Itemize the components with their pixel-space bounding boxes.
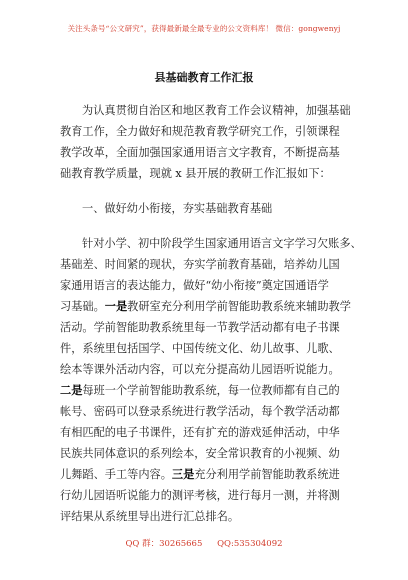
paragraph-line xyxy=(60,380,352,401)
paragraph-line: 基础差、时间紧的现状，夯实学前教育基础，培养幼儿国 xyxy=(60,258,340,271)
paragraph-line: 活动。学前智能助教系统里每一节教学活动都有电子书课 xyxy=(60,321,340,334)
footer-contact xyxy=(0,537,408,549)
document-body xyxy=(60,100,362,527)
paragraph-line: 有相匹配的电子书课件，还有扩充的游戏延伸活动，中华 xyxy=(60,426,340,439)
item2-marker: 二是 xyxy=(60,383,83,397)
paragraph-line: 评结果从系统里导出进行汇总排名。 xyxy=(60,510,240,523)
intro-line: 教育工作，全力做好和规范教育教学研究工作，引领课程 xyxy=(60,125,340,138)
paragraph-text: 习基础。 xyxy=(60,300,105,313)
paragraph-line: 家通用语言的表达能力，做好“幼小衔接”奠定国通语学 xyxy=(60,279,329,292)
paragraph-line xyxy=(60,296,352,317)
item1-marker: 一是 xyxy=(104,299,128,313)
paragraph-line: 民族共同体意识的系列绘本，安全常识教育的小视频、幼 xyxy=(60,447,340,460)
item3-text: 充分利用学前智能助教系统进 xyxy=(194,468,340,481)
item2-text-end: 儿舞蹈、手工等内容。 xyxy=(60,468,172,481)
paragraph-line: 绘本等课外活动内容，可以充分提高幼儿园语听说能力。 xyxy=(60,363,340,376)
paragraph-line: 针对小学、初中阶段学生国家通用语言文字学习欠账多、 xyxy=(82,237,362,250)
paragraph-line: 件，系统里包括国学、中国传统文化、幼儿故事、儿歌、 xyxy=(60,342,340,355)
intro-line: 教学改革，全面加强国家通用语言文字教育，不断提高基 xyxy=(60,146,340,159)
intro-line: 为认真贯彻自治区和地区教育工作会议精神，加强基础 xyxy=(82,104,351,117)
paragraph-line: 行幼儿园语听说能力的测评考核，进行每月一测，并将测 xyxy=(60,489,340,502)
header-banner: 关注头条号“公文研究”，获得最新最全最专业的公文资料库！ 微信：gongwenyj xyxy=(67,24,341,33)
footer-qq-number: QQ:535304092 xyxy=(217,539,283,549)
item1-text: 教研室充分利用学前智能助教系统来辅助教学 xyxy=(127,300,351,313)
paragraph-line xyxy=(60,464,352,485)
section-heading: 一、做好幼小衔接，夯实基础教育基础 xyxy=(82,202,273,215)
footer-qq-group: QQ 群：30265665 xyxy=(125,539,203,549)
intro-line: 础教育教学质量，现就 x 县开展的教研工作汇报如下： xyxy=(60,167,331,180)
document-title: 县基础教育工作汇报 xyxy=(154,71,254,84)
paragraph-line: 帐号、密码可以登录系统进行教学活动，每个教学活动都 xyxy=(60,405,340,418)
item2-text: 每班一个学前智能助教系统，每一位教师都有自己的 xyxy=(82,384,340,397)
item3-marker: 三是 xyxy=(171,467,195,481)
